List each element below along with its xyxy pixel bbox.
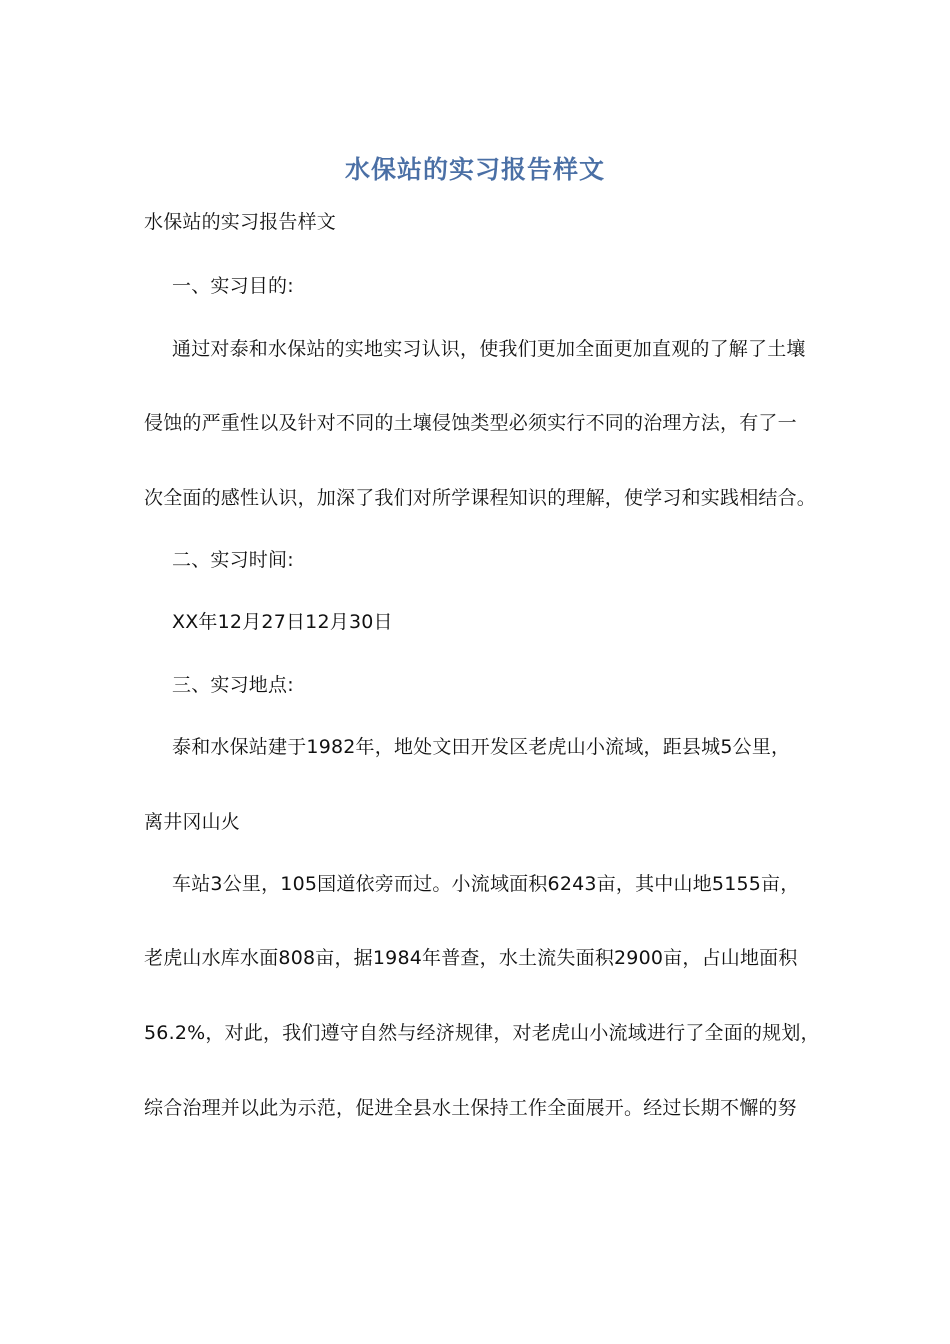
paragraph-line: 综合治理并以此为示范，促进全县水土保持工作全面展开。经过长期不懈的努 — [144, 1097, 797, 1119]
paragraph-line: 56.2%，对此，我们遵守自然与经济规律，对老虎山小流域进行了全面的规划， — [144, 1022, 820, 1044]
document-subtitle: 水保站的实习报告样文 — [144, 211, 337, 233]
section-heading-location: 三、实习地点: — [172, 674, 294, 696]
paragraph-line: 车站3公里，105国道依旁而过。小流域面积6243亩，其中山地5155亩， — [172, 873, 800, 895]
paragraph-line: 泰和水保站建于1982年，地处文田开发区老虎山小流域，距县城5公里， — [172, 736, 791, 758]
section-heading-purpose: 一、实习目的: — [172, 275, 294, 297]
paragraph-line: 通过对泰和水保站的实地实习认识，使我们更加全面更加直观的了解了土壤 — [172, 338, 806, 360]
paragraph-line: 离井冈山火 — [144, 811, 241, 833]
paragraph-line: XX年12月27日12月30日 — [172, 611, 393, 633]
section-heading-time: 二、实习时间: — [172, 549, 294, 571]
paragraph-line: 次全面的感性认识，加深了我们对所学课程知识的理解，使学习和实践相结合。 — [144, 487, 817, 509]
paragraph-line: 老虎山水库水面808亩，据1984年普查，水土流失面积2900亩，占山地面积 — [144, 947, 798, 969]
paragraph-line: 侵蚀的严重性以及针对不同的土壤侵蚀类型必须实行不同的治理方法，有了一 — [144, 412, 797, 434]
document-title: 水保站的实习报告样文 — [344, 155, 605, 184]
